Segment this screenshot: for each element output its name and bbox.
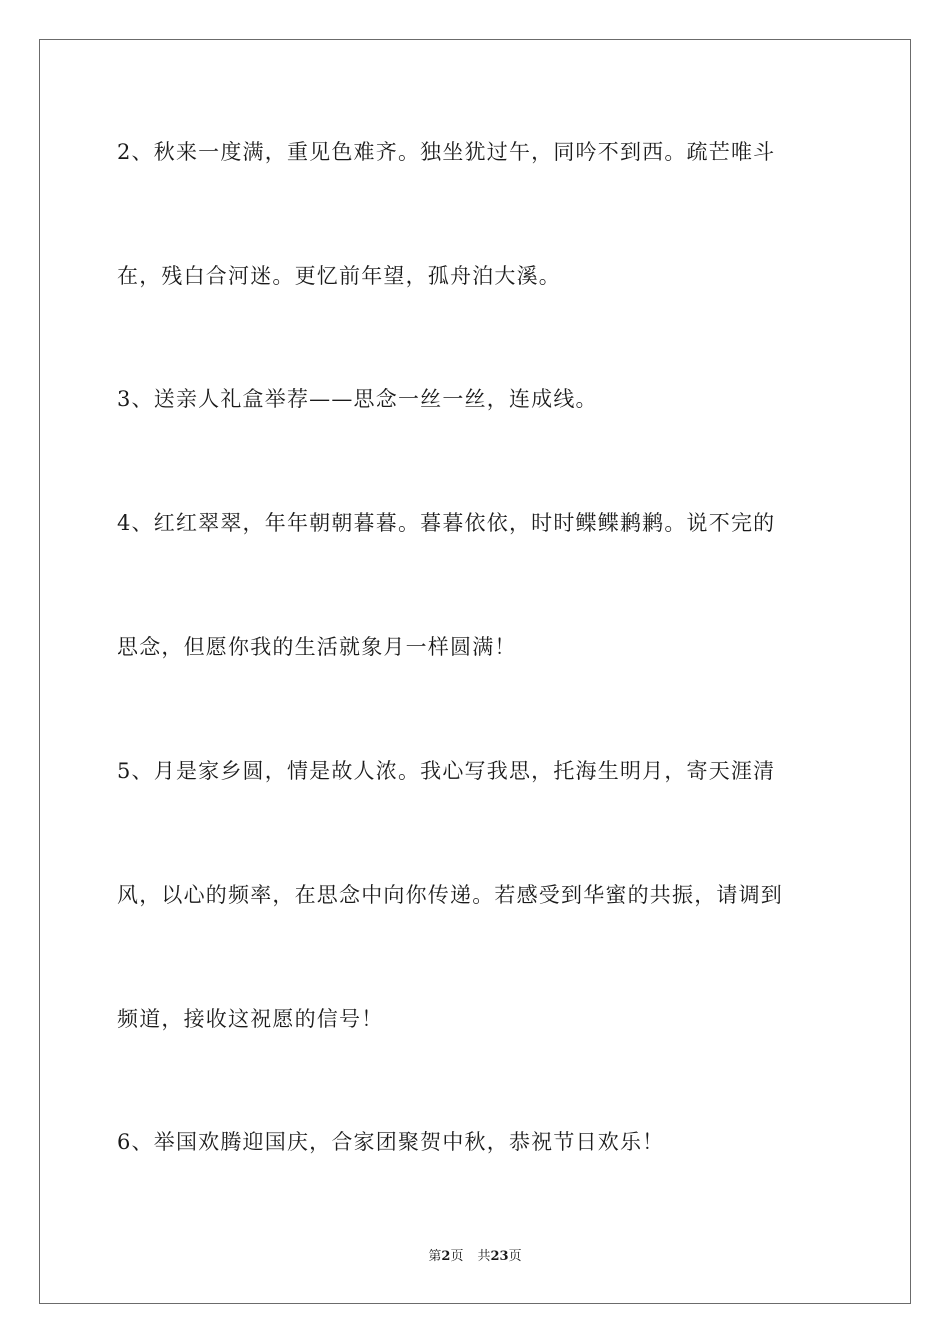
total-suffix: 页 [508, 1249, 522, 1264]
page-prefix: 第 [428, 1249, 442, 1264]
text-line: 在，残白合河迷。更忆前年望，孤舟泊大溪。 [117, 264, 561, 288]
text-line: 4、红红翠翠，年年朝朝暮暮。暮暮依依，时时鲽鲽鹣鹣。说不完的 [117, 511, 776, 535]
text-line: 5、月是家乡圆，情是故人浓。我心写我思，托海生明月，寄天涯清 [117, 759, 776, 783]
total-pages: 23 [490, 1249, 509, 1264]
text-line: 风，以心的频率，在思念中向你传递。若感受到华蜜的共振，请调到 [117, 883, 783, 907]
total-prefix: 共 [477, 1249, 491, 1264]
text-line: 频道，接收这祝愿的信号！ [117, 1007, 384, 1031]
page-footer [0, 1248, 950, 1266]
page-suffix: 页 [450, 1249, 464, 1264]
page-border [39, 39, 911, 1304]
page-number: 2 [441, 1249, 451, 1264]
text-line: 2、秋来一度满，重见色难齐。独坐犹过午，同吟不到西。疏芒唯斗 [117, 140, 776, 164]
text-line: 3、送亲人礼盒举荐——思念一丝一丝，连成线。 [117, 387, 598, 411]
text-line: 思念，但愿你我的生活就象月一样圆满！ [117, 635, 517, 659]
text-line: 6、举国欢腾迎国庆，合家团聚贺中秋，恭祝节日欢乐！ [117, 1130, 665, 1154]
